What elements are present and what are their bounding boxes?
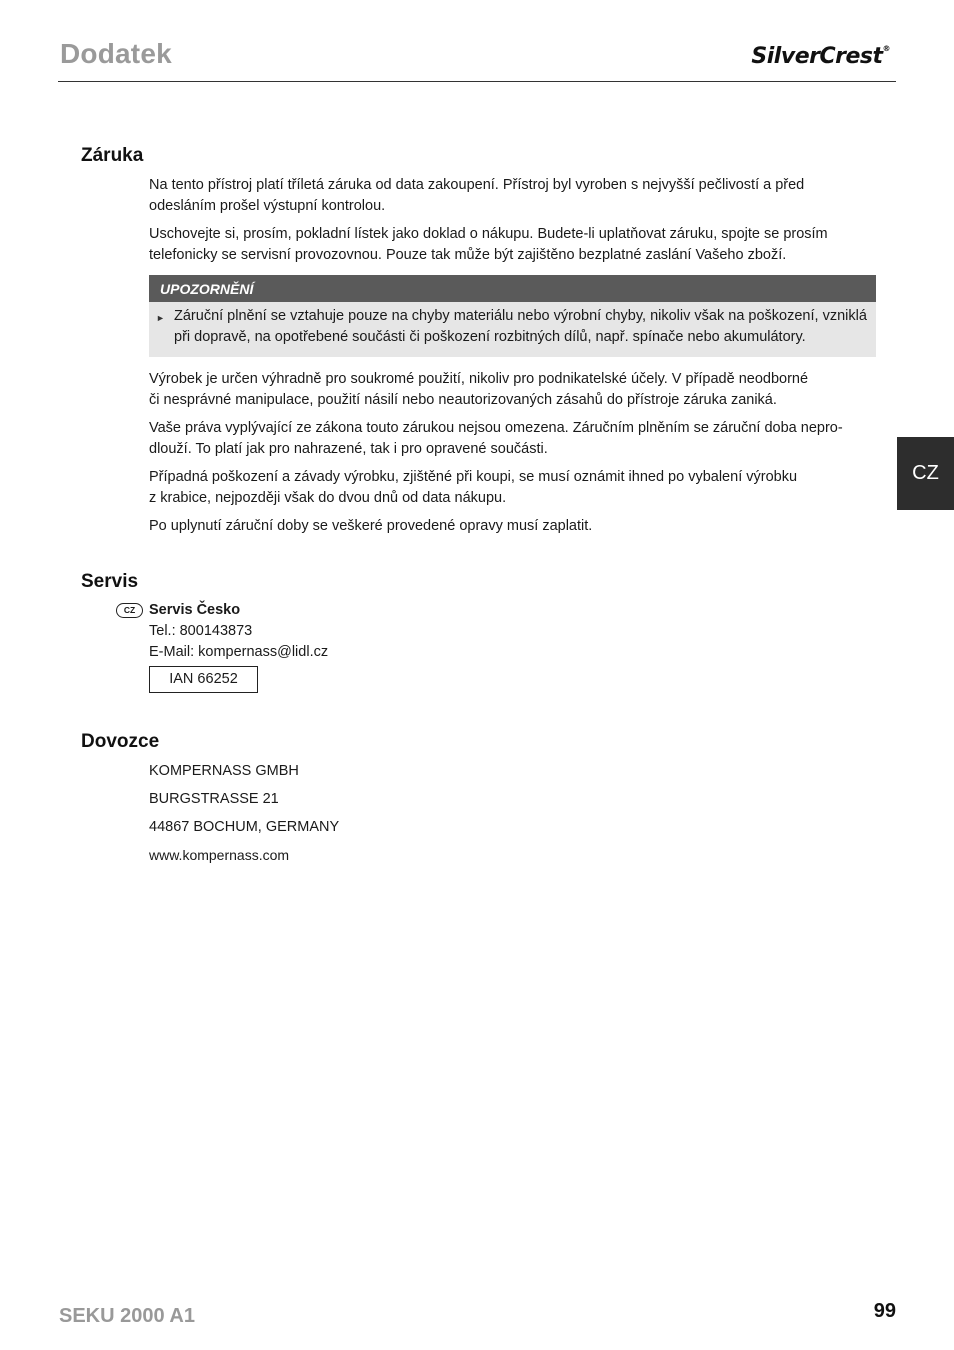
text-line: Výrobek je určen výhradně pro soukromé použití, nikoliv pro podnikatelské účely. V případě neodborné (149, 371, 809, 387)
notice-body (149, 302, 876, 348)
text-line: Případná poškození a závady výrobku, zjištěné při koupi, se musí oznámit ihned po vybalení výrobku (149, 469, 798, 485)
section-heading-zaruka: Záruka (81, 145, 144, 166)
text-line: či nesprávné manipulace, použití násilí nebo neautorizovaných zásahů do přístroje záruka zaniká. (149, 392, 777, 408)
brand-logo (751, 44, 890, 69)
page-number: 99 (873, 1300, 896, 1322)
notice-box (149, 275, 876, 357)
header-divider (58, 81, 896, 82)
text-line: Vaše práva vyplývající ze zákona touto zárukou nejsou omezena. Záručním plněním se záruční doba nepro- (149, 420, 843, 436)
page-title: Dodatek (60, 38, 172, 69)
language-tab: CZ (897, 437, 954, 510)
paragraph-damage (149, 467, 876, 509)
service-phone: Tel.: 800143873 (149, 623, 253, 639)
importer-company: KOMPERNASS GMBH (149, 763, 299, 779)
registered-mark: ® (882, 44, 890, 53)
service-name: Servis Česko (149, 602, 241, 618)
paragraph-warranty-intro (149, 175, 876, 217)
paragraph-after-warranty: Po uplynutí záruční doby se veškeré provedené opravy musí zaplatit. (149, 518, 593, 534)
service-email: E-Mail: kompernass@lidl.cz (149, 644, 329, 660)
text-line: odesláním prošel výstupní kontrolou. (149, 198, 386, 214)
text-line: Záruční plnění se vztahuje pouze na chyby materiálu nebo výrobní chyby, nikoliv však na poškození, vzniklá (174, 308, 867, 324)
importer-website: www.kompernass.com (149, 847, 290, 863)
paragraph-receipt (149, 224, 876, 266)
section-heading-dovozce: Dovozce (81, 731, 160, 752)
bullet-arrow-icon: ► (156, 313, 165, 323)
paragraph-rights (149, 418, 876, 460)
importer-street: BURGSTRASSE 21 (149, 791, 279, 807)
importer-city: 44867 BOCHUM, GERMANY (149, 819, 340, 835)
text-line: při dopravě, na opotřebené součásti či poškození rozbitných dílů, např. spínače nebo akumulátory. (174, 329, 806, 345)
text-line: Na tento přístroj platí tříletá záruka od data zakoupení. Přístroj byl vyroben s nejvyšší pečlivostí a před (149, 177, 805, 193)
brand-name: SilverCrest (751, 44, 883, 69)
ian-box: IAN 66252 (149, 666, 258, 693)
text-line: z krabice, nejpozději však do dvou dnů od data nákupu. (149, 490, 507, 506)
country-badge-icon: CZ (116, 603, 143, 618)
notice-title: UPOZORNĚNÍ (149, 275, 876, 302)
text-line: Uschovejte si, prosím, pokladní lístek jako doklad o nákupu. Budete-li uplatňovat záruku, spojte se prosím (149, 226, 828, 242)
text-line: dlouží. To platí jak pro nahrazené, tak i pro opravené součásti. (149, 441, 548, 457)
text-line: telefonicky se servisní provozovnou. Pouze tak může být zajištěno bezplatné zaslání Vašeho zboží. (149, 247, 787, 263)
footer-model: SEKU 2000 A1 (59, 1305, 195, 1327)
section-heading-servis: Servis (81, 571, 139, 592)
paragraph-private-use (149, 369, 876, 411)
